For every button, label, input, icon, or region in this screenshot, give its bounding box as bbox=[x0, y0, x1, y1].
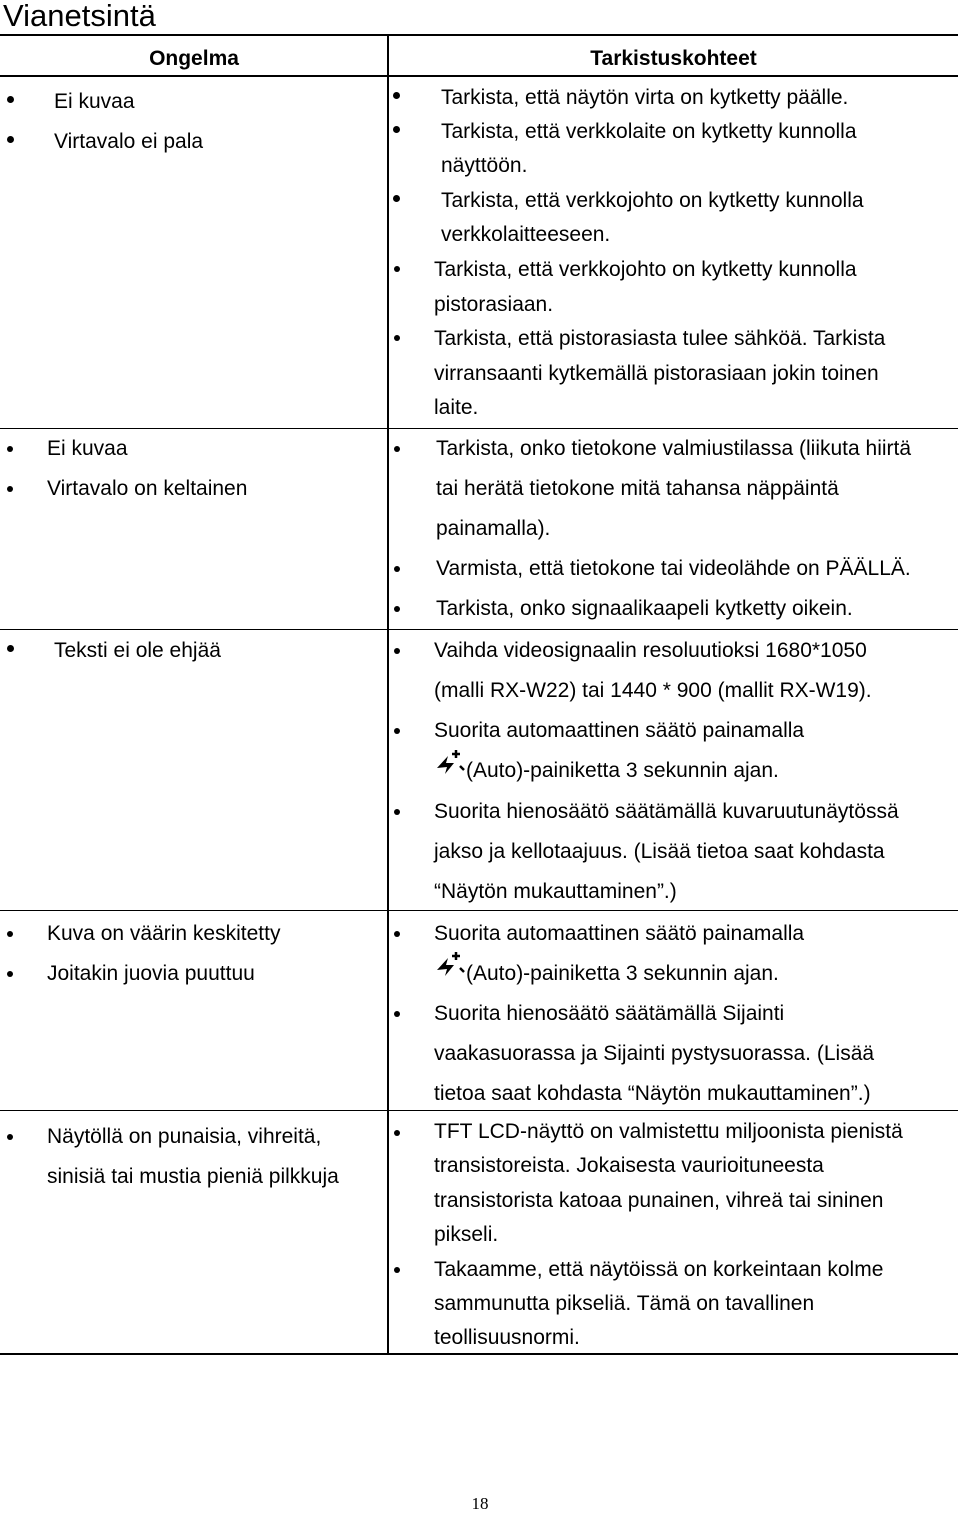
check-text: Tarkista, että pistorasiasta tulee sähköä. Tarkista bbox=[434, 327, 886, 350]
check-text: Takaamme, että näytöissä on korkeintaan kolme bbox=[434, 1258, 884, 1281]
check-text: transistoreista. Jokaisesta vaurioituneesta bbox=[434, 1154, 824, 1177]
check-text: jakso ja kellotaajuus. (Lisää tietoa saat kohdasta bbox=[434, 840, 885, 863]
row-divider bbox=[0, 1110, 958, 1111]
bullet-icon bbox=[394, 728, 400, 734]
problem-text: Ei kuvaa bbox=[54, 90, 135, 113]
check-text: Tarkista, onko tietokone valmiustilassa (liikuta hiirtä bbox=[436, 437, 912, 460]
header-checks: Tarkistuskohteet bbox=[590, 47, 757, 70]
check-text: Suorita hienosäätö säätämällä kuvaruutunäytössä bbox=[434, 800, 899, 823]
bullet-icon bbox=[394, 446, 400, 452]
bullet-icon bbox=[393, 195, 400, 202]
bullet-icon bbox=[394, 266, 400, 272]
check-text: (Auto)-painiketta 3 sekunnin ajan. bbox=[466, 759, 779, 782]
bullet-icon bbox=[7, 486, 13, 492]
check-text: painamalla). bbox=[436, 517, 551, 540]
header-problem: Ongelma bbox=[149, 47, 239, 70]
table-bottom-border bbox=[0, 1353, 958, 1355]
bullet-icon bbox=[394, 606, 400, 612]
check-text: transistorista katoaa punainen, vihreä tai sininen bbox=[434, 1189, 884, 1212]
bullet-icon bbox=[394, 1011, 400, 1017]
check-text: Suorita automaattinen säätö painamalla bbox=[434, 922, 805, 945]
check-text: Tarkista, onko signaalikaapeli kytketty oikein. bbox=[436, 597, 853, 620]
check-text: Suorita hienosäätö säätämällä Sijainti bbox=[434, 1002, 785, 1025]
page-title: Vianetsintä bbox=[3, 0, 156, 33]
check-text: Tarkista, että verkkojohto on kytketty kunnolla bbox=[434, 258, 857, 281]
check-text: vaakasuorassa ja Sijainti pystysuorassa. (Lisää bbox=[434, 1042, 875, 1065]
row-divider bbox=[0, 629, 958, 630]
auto-adjust-icon bbox=[434, 748, 466, 778]
check-text: tietoa saat kohdasta “Näytön mukauttaminen”.) bbox=[434, 1082, 871, 1105]
problem-text: Virtavalo ei pala bbox=[54, 130, 204, 153]
bullet-icon bbox=[7, 971, 13, 977]
check-text: sammunutta pikseliä. Tämä on tavallinen bbox=[434, 1292, 815, 1315]
bullet-icon bbox=[394, 566, 400, 572]
auto-adjust-icon bbox=[434, 950, 466, 980]
check-text: näyttöön. bbox=[441, 154, 528, 177]
problem-text: sinisiä tai mustia pieniä pilkkuja bbox=[47, 1165, 339, 1188]
bullet-icon bbox=[394, 931, 400, 937]
bullet-icon bbox=[7, 96, 14, 103]
check-text: “Näytön mukauttaminen”.) bbox=[434, 880, 677, 903]
row-divider bbox=[0, 428, 958, 429]
check-text: Vaihda videosignaalin resoluutioksi 1680*1050 bbox=[434, 639, 867, 662]
bullet-icon bbox=[7, 136, 14, 143]
check-text: (Auto)-painiketta 3 sekunnin ajan. bbox=[466, 962, 779, 985]
check-text: laite. bbox=[434, 396, 479, 419]
bullet-icon bbox=[394, 1130, 400, 1136]
check-text: Tarkista, että verkkolaite on kytketty kunnolla bbox=[441, 120, 857, 143]
bullet-icon bbox=[394, 335, 400, 341]
bullet-icon bbox=[394, 648, 400, 654]
check-text: tai herätä tietokone mitä tahansa näppäintä bbox=[436, 477, 839, 500]
bullet-icon bbox=[7, 931, 13, 937]
bullet-icon bbox=[393, 126, 400, 133]
check-text: TFT LCD-näyttö on valmistettu miljoonista pienistä bbox=[434, 1120, 903, 1143]
table-header-divider bbox=[0, 75, 958, 77]
problem-text: Joitakin juovia puuttuu bbox=[47, 962, 255, 985]
problem-text: Ei kuvaa bbox=[47, 437, 128, 460]
row-divider bbox=[0, 910, 958, 911]
check-text: Suorita automaattinen säätö painamalla bbox=[434, 719, 805, 742]
bullet-icon bbox=[394, 809, 400, 815]
bullet-icon bbox=[7, 1134, 13, 1140]
check-text: Tarkista, että verkkojohto on kytketty kunnolla bbox=[441, 189, 864, 212]
bullet-icon bbox=[393, 92, 400, 99]
check-text: virransaanti kytkemällä pistorasiaan jokin toinen bbox=[434, 362, 879, 385]
check-text: Tarkista, että näytön virta on kytketty päälle. bbox=[441, 86, 849, 109]
bullet-icon bbox=[7, 446, 13, 452]
bullet-icon bbox=[394, 1267, 400, 1273]
check-text: verkkolaitteeseen. bbox=[441, 223, 611, 246]
check-text: pistorasiaan. bbox=[434, 293, 554, 316]
table-top-border bbox=[0, 34, 958, 36]
problem-text: Virtavalo on keltainen bbox=[47, 477, 248, 500]
check-text: pikseli. bbox=[434, 1223, 499, 1246]
problem-text: Teksti ei ole ehjää bbox=[54, 639, 221, 662]
check-text: Varmista, että tietokone tai videolähde on PÄÄLLÄ. bbox=[436, 557, 911, 580]
page-number: 18 bbox=[471, 1494, 489, 1513]
column-divider bbox=[387, 34, 389, 1355]
problem-text: Kuva on väärin keskitetty bbox=[47, 922, 281, 945]
check-text: (malli RX-W22) tai 1440 * 900 (mallit RX-W19). bbox=[434, 679, 872, 702]
bullet-icon bbox=[7, 645, 14, 652]
problem-text: Näytöllä on punaisia, vihreitä, bbox=[47, 1125, 322, 1148]
check-text: teollisuusnormi. bbox=[434, 1326, 580, 1349]
